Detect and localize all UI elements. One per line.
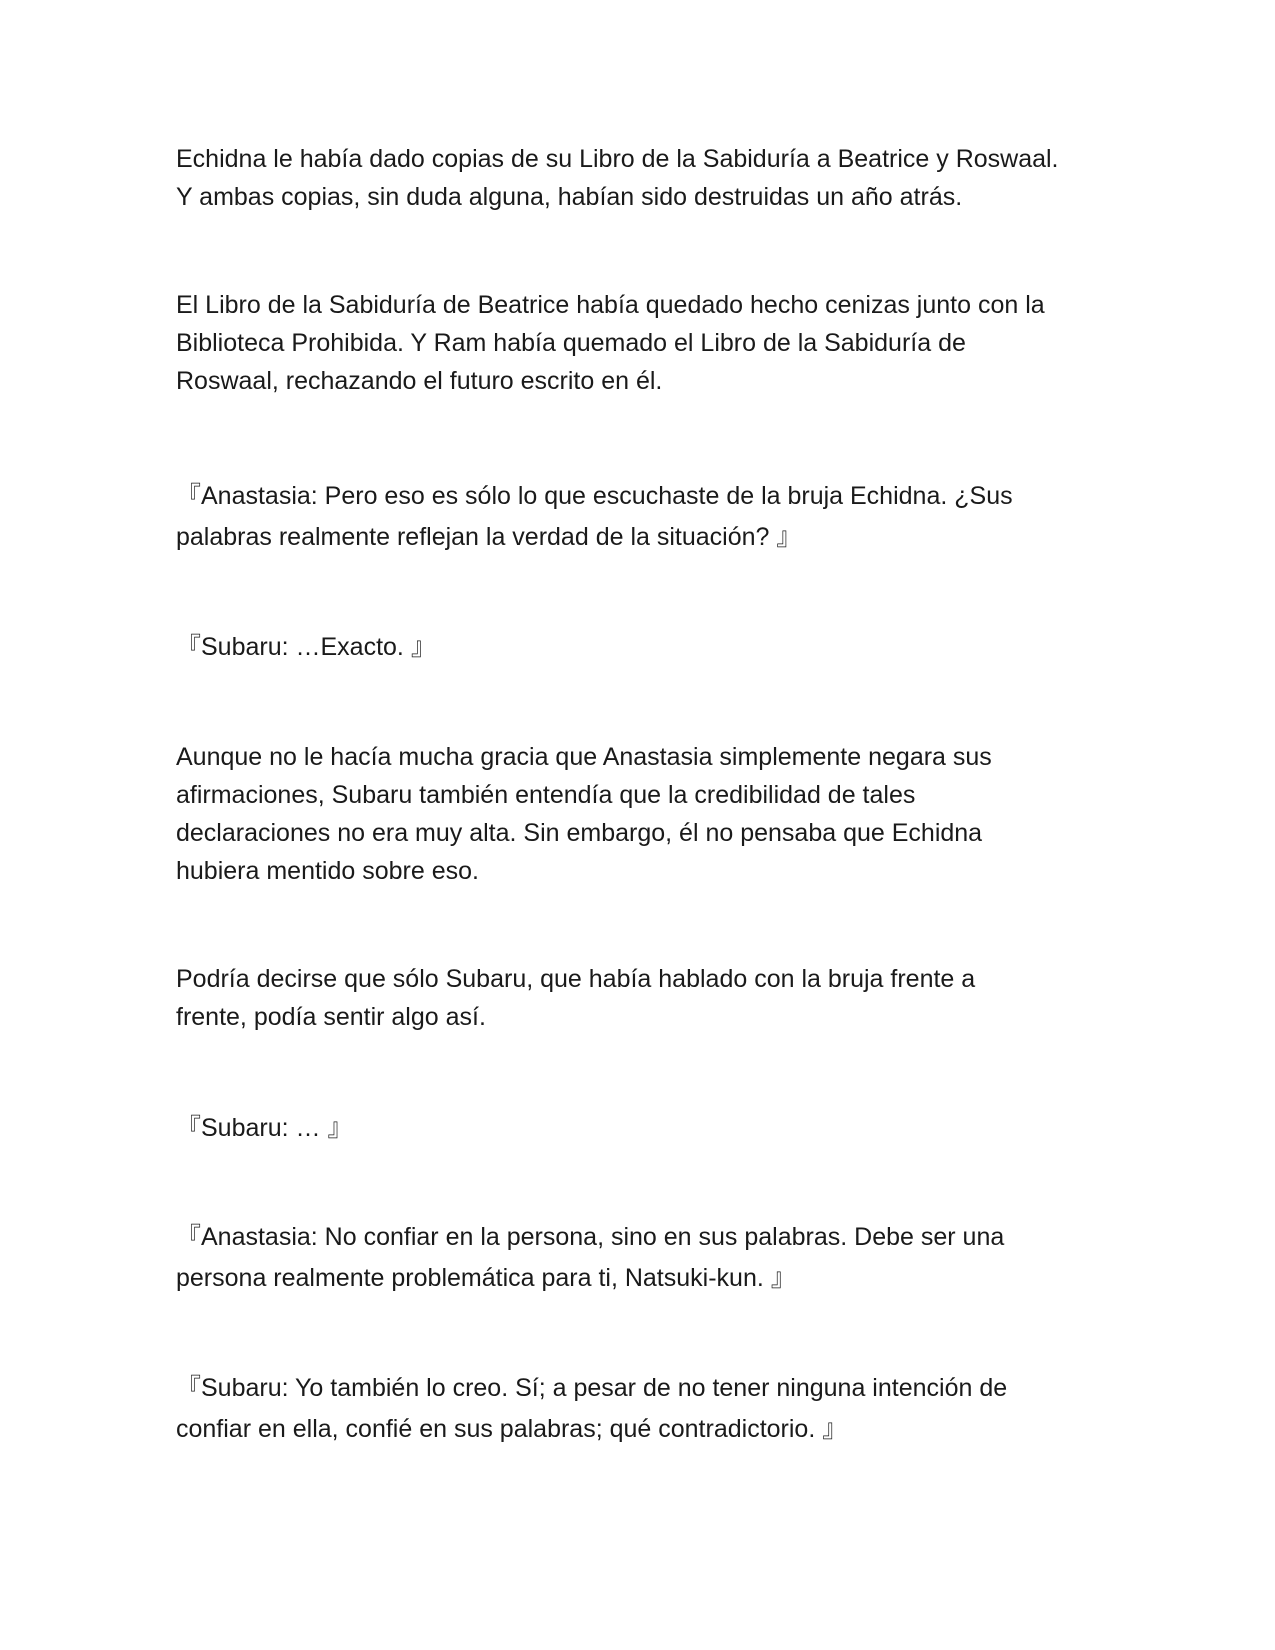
text-line: Biblioteca Prohibida. Y Ram había quemado el Libro de la Sabiduría de [176, 329, 966, 357]
text-line: confiar en ella, confié en sus palabras; qué contradictorio. 』 [176, 1415, 848, 1443]
text-line: hubiera mentido sobre eso. [176, 857, 479, 885]
text-line: Echidna le había dado copias de su Libro de la Sabiduría a Beatrice y Roswaal. [176, 145, 1059, 173]
text-line: 『Anastasia: No confiar en la persona, sino en sus palabras. Debe ser una [176, 1223, 1005, 1251]
paragraph-2 [176, 286, 1116, 400]
paragraph-4 [176, 960, 1116, 1036]
dialogue-anastasia-1 [176, 476, 1116, 558]
text-line: 『Subaru: Yo también lo creo. Sí; a pesar de no tener ninguna intención de [176, 1374, 1008, 1402]
text-line: Podría decirse que sólo Subaru, que había hablado con la bruja frente a [176, 965, 976, 993]
text-line: Y ambas copias, sin duda alguna, habían sido destruidas un año atrás. [176, 183, 963, 211]
text-line: 『Anastasia: Pero eso es sólo lo que escuchaste de la bruja Echidna. ¿Sus [176, 482, 1013, 510]
dialogue-subaru-1 [176, 627, 1116, 668]
text-line: Aunque no le hacía mucha gracia que Anastasia simplemente negara sus [176, 743, 992, 771]
text-line: afirmaciones, Subaru también entendía que la credibilidad de tales [176, 781, 916, 809]
text-line: 『Subaru: …Exacto. 』 [176, 633, 436, 661]
text-line: El Libro de la Sabiduría de Beatrice había quedado hecho cenizas junto con la [176, 291, 1045, 319]
dialogue-subaru-3 [176, 1368, 1116, 1450]
text-line: declaraciones no era muy alta. Sin embargo, él no pensaba que Echidna [176, 819, 983, 847]
paragraph-3 [176, 738, 1116, 890]
dialogue-subaru-2 [176, 1108, 1116, 1149]
text-line: Roswaal, rechazando el futuro escrito en él. [176, 367, 663, 395]
text-line: palabras realmente reflejan la verdad de la situación? 』 [176, 523, 802, 551]
paragraph-1 [176, 140, 1116, 216]
text-line: persona realmente problemática para ti, Natsuki-kun. 』 [176, 1264, 796, 1292]
text-line: 『Subaru: … 』 [176, 1114, 353, 1142]
text-line: frente, podía sentir algo así. [176, 1003, 486, 1031]
dialogue-anastasia-2 [176, 1217, 1116, 1299]
